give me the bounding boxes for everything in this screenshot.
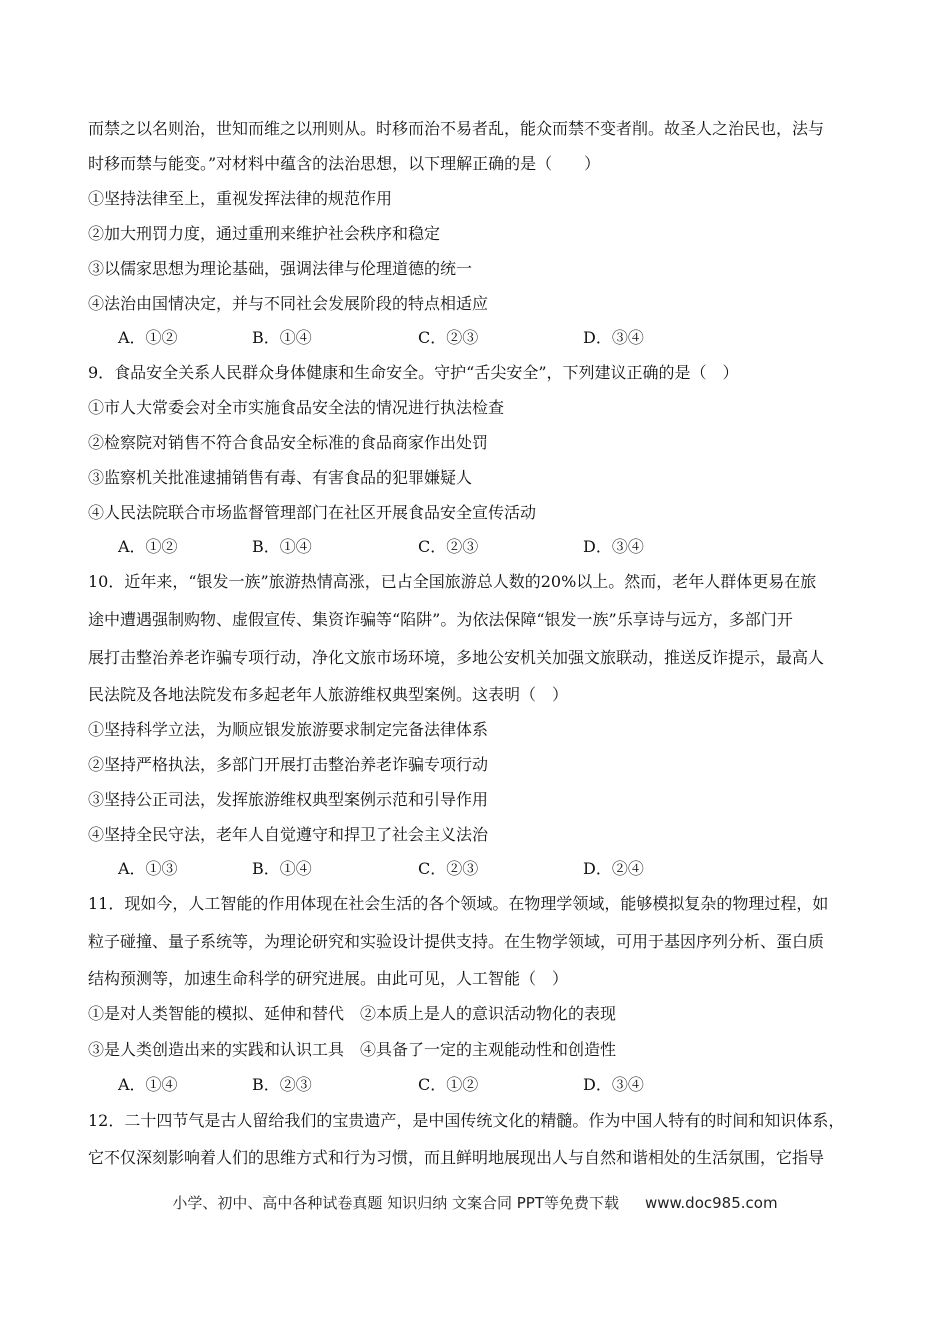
q9-option-d[interactable]: D．③④ (583, 537, 644, 556)
q11-option-b[interactable]: B．②③ (252, 1075, 312, 1094)
q10-statement-1: ①坚持科学立法，为顺应银发旅游要求制定完备法律体系 (88, 720, 489, 739)
q8-option-a[interactable]: A．①② (118, 328, 178, 347)
q11-stem-line-3: 结构预测等，加速生命科学的研究进展。由此可见，人工智能（ ） (88, 969, 569, 988)
q8-statement-2: ②加大刑罚力度，通过重刑来维护社会秩序和稳定 (88, 224, 441, 243)
q11-stem-line-1: 11．现如今，人工智能的作用体现在社会生活的各个领域。在物理学领域，能够模拟复杂的物理过程，如 (88, 894, 829, 913)
q8-statement-3: ③以儒家思想为理论基础，强调法律与伦理道德的统一 (88, 259, 473, 278)
q11-statements-row-1: ①是对人类智能的模拟、延伸和替代 ②本质上是人的意识活动物化的表现 (88, 1004, 617, 1023)
footer-url[interactable]: www.doc985.com (644, 1194, 778, 1212)
footer-text: 小学、初中、高中各种试卷真题 知识归纳 文案合同 PPT等免费下载 (172, 1194, 619, 1212)
q10-option-a[interactable]: A．①③ (118, 859, 178, 878)
page-footer (0, 1192, 950, 1213)
q8-statement-1: ①坚持法律至上，重视发挥法律的规范作用 (88, 189, 393, 208)
q10-stem-line-4: 民法院及各地法院发布多起老年人旅游维权典型案例。这表明（ ） (88, 685, 569, 704)
q10-statement-4: ④坚持全民守法，老年人自觉遵守和捍卫了社会主义法治 (88, 825, 489, 844)
q12-stem-line-2: 它不仅深刻影响着人们的思维方式和行为习惯，而且鲜明地展现出人与自然和谐相处的生活氛围，它指导 (88, 1148, 825, 1167)
q11-option-a[interactable]: A．①④ (118, 1075, 178, 1094)
q10-statement-3: ③坚持公正司法，发挥旅游维权典型案例示范和引导作用 (88, 790, 489, 809)
q11-stem-line-2: 粒子碰撞、量子系统等，为理论研究和实验设计提供支持。在生物学领域，可用于基因序列分析、蛋白质 (88, 932, 825, 951)
q9-option-a[interactable]: A．①② (118, 537, 178, 556)
q12-stem-line-1: 12．二十四节气是古人留给我们的宝贵遗产，是中国传统文化的精髓。作为中国人特有的时间和知识体系， (88, 1111, 845, 1130)
q9-statement-2: ②检察院对销售不符合食品安全标准的食品商家作出处罚 (88, 433, 489, 452)
q10-option-c[interactable]: C．②③ (418, 859, 479, 878)
q9-statement-3: ③监察机关批准逮捕销售有毒、有害食品的犯罪嫌疑人 (88, 468, 473, 487)
q11-option-c[interactable]: C．①② (418, 1075, 479, 1094)
q8-line-1: 而禁之以名则治，世知而维之以刑则从。时移而治不易者乱，能众而禁不变者削。故圣人之治民也，法与 (88, 119, 825, 138)
q8-statement-4: ④法治由国情决定，并与不同社会发展阶段的特点相适应 (88, 294, 489, 313)
q8-option-d[interactable]: D．③④ (583, 328, 644, 347)
q11-option-d[interactable]: D．③④ (583, 1075, 644, 1094)
q9-option-b[interactable]: B．①④ (252, 537, 312, 556)
q9-stem: 9．食品安全关系人民群众身体健康和生命安全。守护“舌尖安全”，下列建议正确的是（ ） (88, 363, 739, 382)
q9-option-c[interactable]: C．②③ (418, 537, 479, 556)
q10-option-b[interactable]: B．①④ (252, 859, 312, 878)
q8-option-c[interactable]: C．②③ (418, 328, 479, 347)
q10-stem-line-3: 展打击整治养老诈骗专项行动，净化文旅市场环境，多地公安机关加强文旅联动，推送反诈提示，最高人 (88, 648, 825, 667)
q9-statement-4: ④人民法院联合市场监督管理部门在社区开展食品安全宣传活动 (88, 503, 537, 522)
q10-statement-2: ②坚持严格执法，多部门开展打击整治养老诈骗专项行动 (88, 755, 489, 774)
q10-stem-line-2: 途中遭遇强制购物、虚假宣传、集资诈骗等“陷阱”。为依法保障“银发一族”乐享诗与远方，多部门开 (88, 610, 793, 629)
q10-stem-line-1: 10．近年来，“银发一族”旅游热情高涨，已占全国旅游总人数的20%以上。然而，老年人群体更易在旅 (88, 572, 817, 591)
q8-line-2: 时移而禁与能变。”对材料中蕴含的法治思想，以下理解正确的是（ ） (88, 154, 601, 173)
q9-statement-1: ①市人大常委会对全市实施食品安全法的情况进行执法检查 (88, 398, 505, 417)
q10-option-d[interactable]: D．②④ (583, 859, 644, 878)
q8-option-b[interactable]: B．①④ (252, 328, 312, 347)
q11-statements-row-2: ③是人类创造出来的实践和认识工具 ④具备了一定的主观能动性和创造性 (88, 1040, 617, 1059)
